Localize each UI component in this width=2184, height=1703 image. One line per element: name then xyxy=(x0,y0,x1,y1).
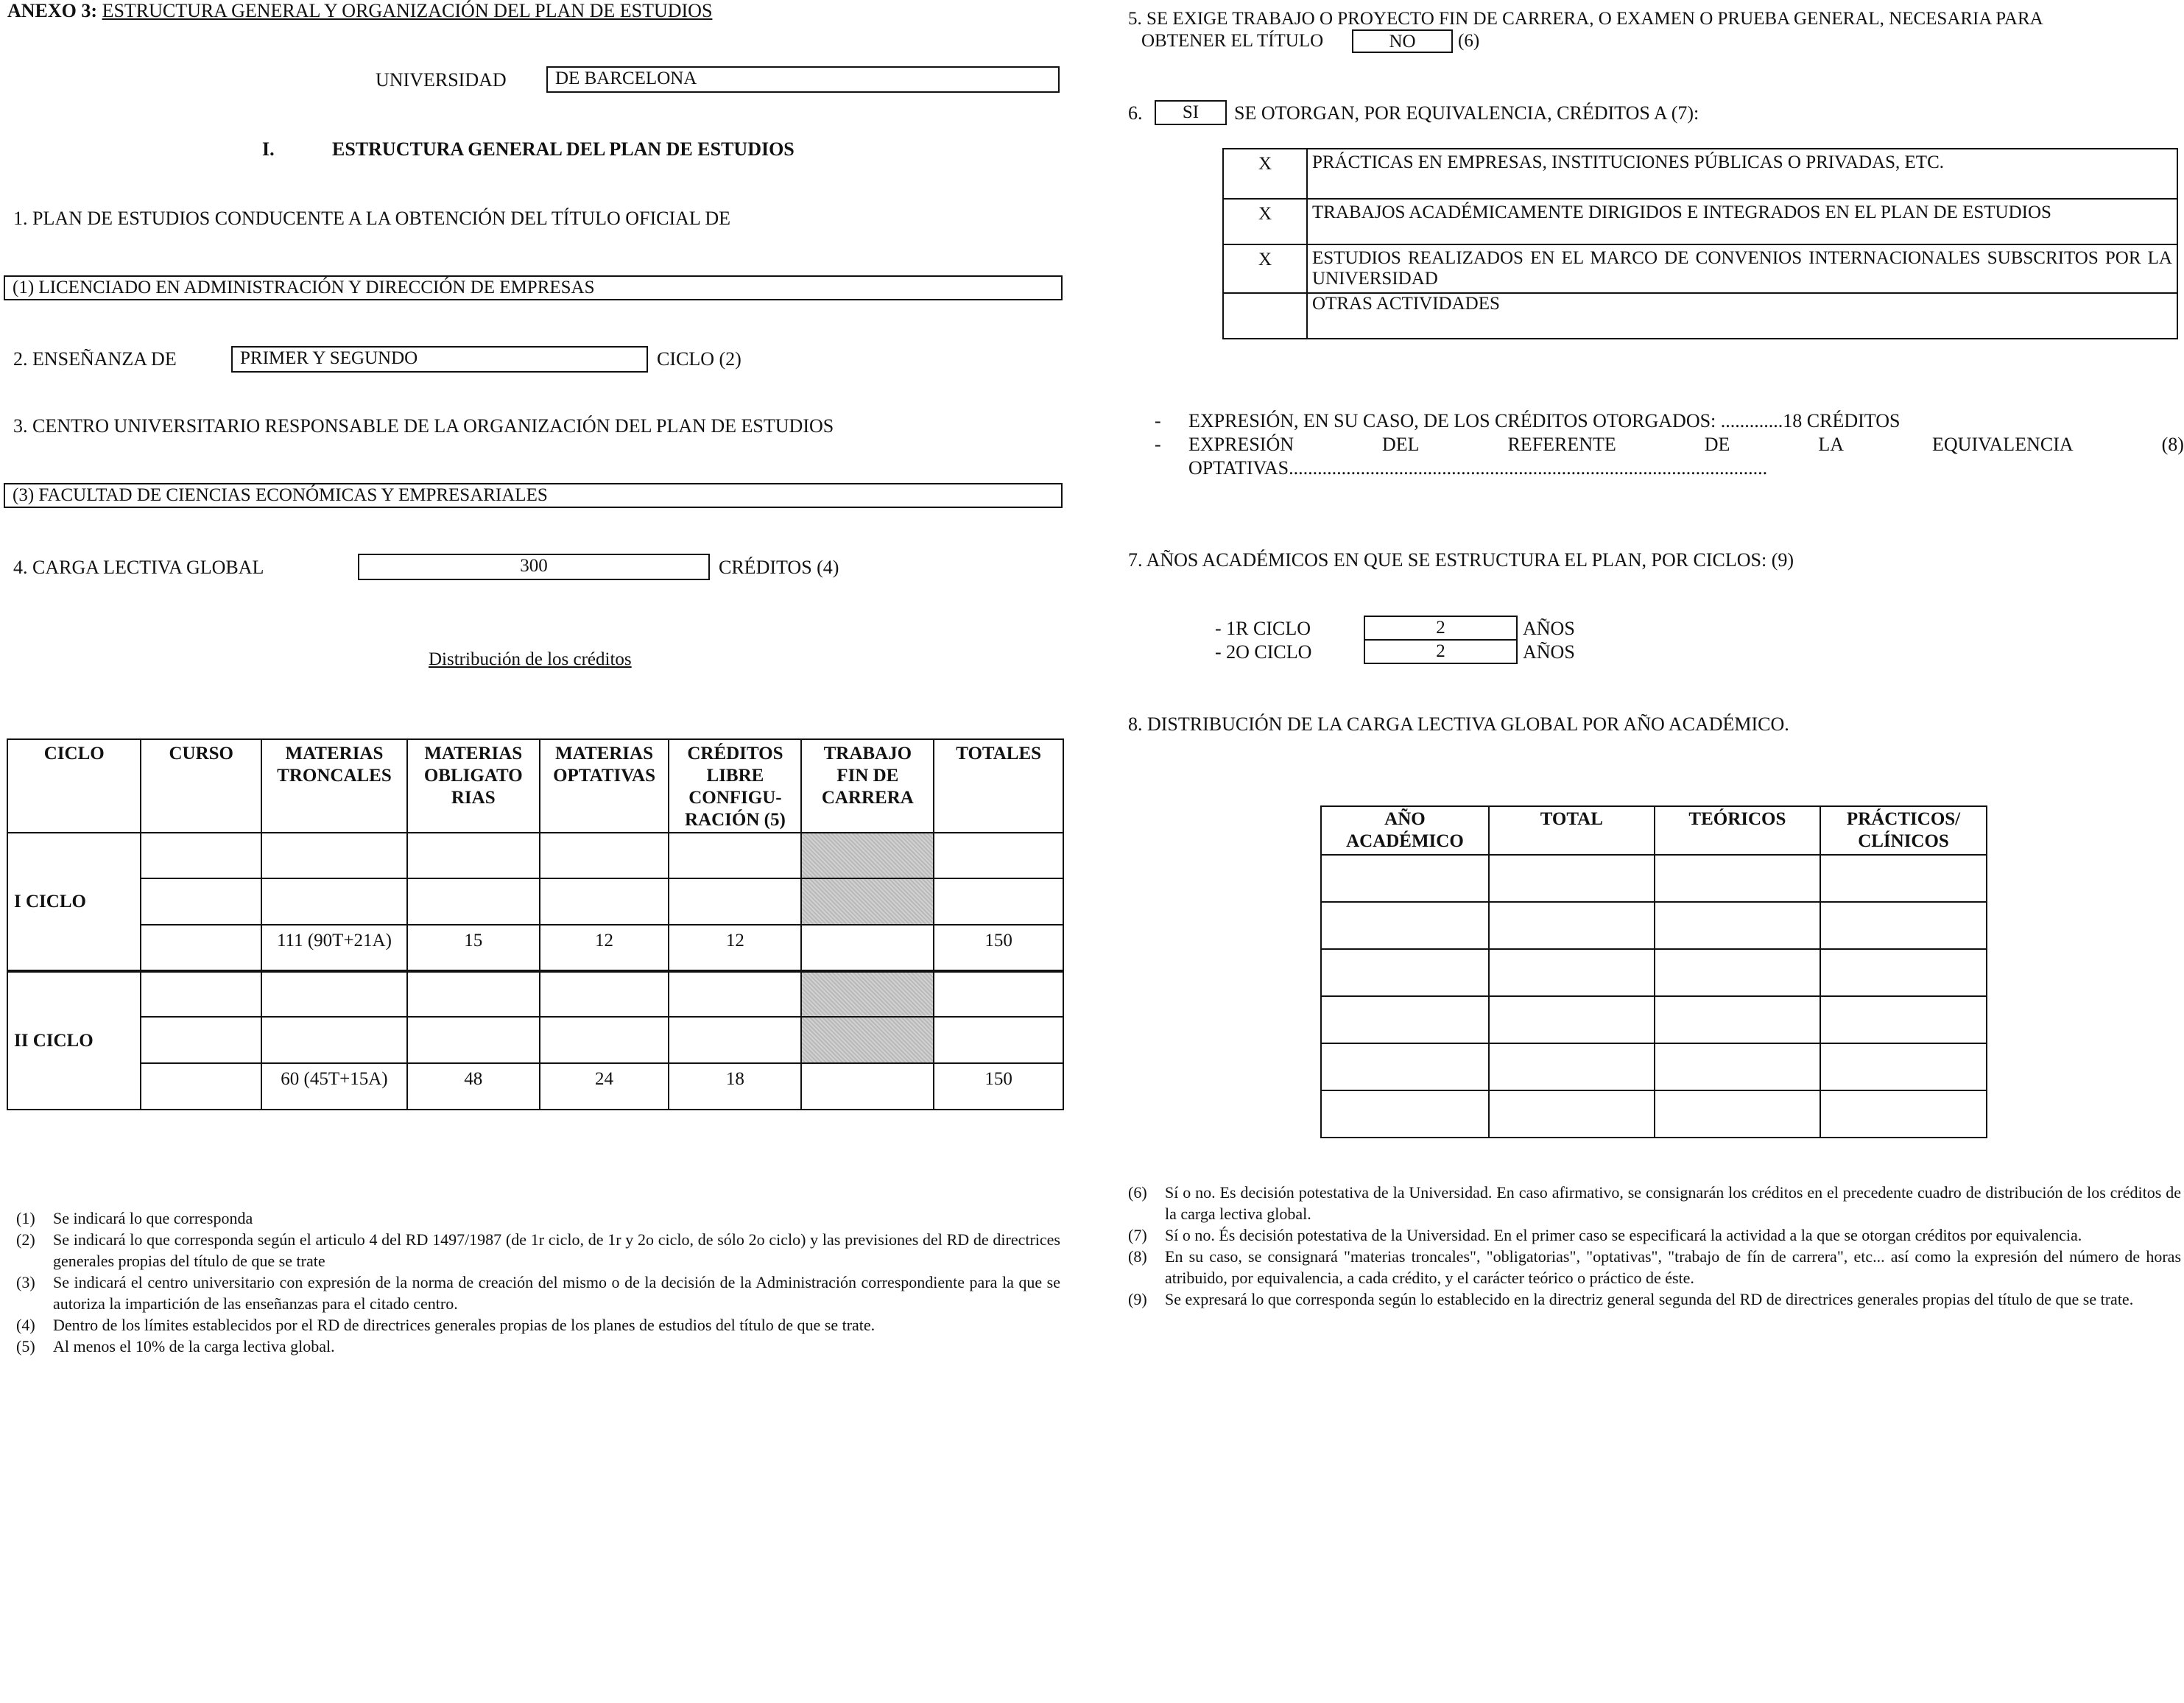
check-mark: X xyxy=(1223,149,1307,199)
table-cell xyxy=(1820,949,1987,996)
footnote xyxy=(1128,1246,2181,1288)
table-cell xyxy=(407,833,540,878)
table-row xyxy=(1321,996,1987,1043)
table-cell xyxy=(1321,996,1489,1043)
shaded-cell xyxy=(801,878,934,925)
item-6-number: 6. xyxy=(1128,102,1143,124)
table-row xyxy=(1223,244,2177,293)
universidad-label: UNIVERSIDAD xyxy=(376,69,507,91)
item-3-text: 3. CENTRO UNIVERSITARIO RESPONSABLE DE LA ORGANIZACIÓN DEL PLAN DE ESTUDIOS xyxy=(13,415,834,437)
table-cell xyxy=(1321,1043,1489,1090)
table-cell xyxy=(1820,996,1987,1043)
expresion-word: REFERENTE xyxy=(1507,434,1616,455)
table-cell xyxy=(1321,949,1489,996)
table-cell xyxy=(141,971,261,1017)
ciclo-label: - 2O CICLO xyxy=(1215,641,1312,663)
libre-cell: 12 xyxy=(669,925,801,971)
table-cell xyxy=(540,971,669,1017)
footnote-number: (7) xyxy=(1128,1226,1147,1244)
table-cell xyxy=(141,925,261,971)
col-header: CURSO xyxy=(141,739,261,833)
anos-field: 2 xyxy=(1364,639,1518,664)
footnote-number: (3) xyxy=(16,1273,35,1291)
activity-label: PRÁCTICAS EN EMPRESAS, INSTITUCIONES PÚBLICAS O PRIVADAS, ETC. xyxy=(1307,149,2177,199)
table-cell xyxy=(669,1017,801,1063)
check-mark: X xyxy=(1223,199,1307,244)
expresion-word: EXPRESIÓN xyxy=(1188,434,1294,455)
table-cell xyxy=(1489,1090,1655,1138)
item-8-text: 8. DISTRIBUCIÓN DE LA CARGA LECTIVA GLOBAL POR AÑO ACADÉMICO. xyxy=(1128,713,1789,735)
optativas-cell: 24 xyxy=(540,1063,669,1110)
annex-title: ESTRUCTURA GENERAL Y ORGANIZACIÓN DEL PLAN DE ESTUDIOS xyxy=(102,0,713,21)
footnote-text: Se indicará lo que corresponda según el articulo 4 del RD 1497/1987 (de 1r ciclo, de 1r y 2o ciclo, de sólo 2o ciclo) y las previsiones del RD de directrices generales propias del título de que se trate xyxy=(53,1230,1060,1270)
expresion-word: (8) xyxy=(2161,434,2184,455)
table-cell xyxy=(261,878,407,925)
table-cell xyxy=(1321,902,1489,949)
table-cell xyxy=(141,1017,261,1063)
table-cell xyxy=(1820,902,1987,949)
table-cell xyxy=(261,833,407,878)
table-cell xyxy=(1321,855,1489,902)
table-cell xyxy=(540,878,669,925)
footnote xyxy=(16,1336,1060,1357)
table-cell xyxy=(1489,855,1655,902)
obligatorias-cell: 48 xyxy=(407,1063,540,1110)
footnotes-left xyxy=(16,1207,1060,1357)
table-cell xyxy=(1655,996,1820,1043)
table-cell xyxy=(261,971,407,1017)
expresion-word: EQUIVALENCIA xyxy=(1932,434,2074,455)
expresion-referente xyxy=(1188,434,2184,456)
check-mark: X xyxy=(1223,244,1307,293)
totales-cell: 150 xyxy=(934,925,1063,971)
table-cell xyxy=(1655,902,1820,949)
optativas-cell: 12 xyxy=(540,925,669,971)
table-cell xyxy=(934,971,1063,1017)
annex-label: ANEXO 3: xyxy=(7,0,98,21)
anos-field: 2 xyxy=(1364,616,1518,641)
activity-label: ESTUDIOS REALIZADOS EN EL MARCO DE CONVENIOS INTERNACIONALES SUBSCRITOS POR LA UNIVERSIDAD xyxy=(1307,244,2177,293)
table-cell xyxy=(1489,902,1655,949)
footnote-text: Dentro de los límites establecidos por el RD de directrices generales propias de los planes de estudios del título de que se trate. xyxy=(53,1316,876,1334)
year-distribution-table xyxy=(1320,805,1987,1138)
table-header-row xyxy=(7,739,1063,833)
table-cell xyxy=(1489,1043,1655,1090)
col-header: MATERIAS TRONCALES xyxy=(261,739,407,833)
table-cell xyxy=(1820,855,1987,902)
table-cell xyxy=(407,1017,540,1063)
footnote-text: Se indicará el centro universitario con expresión de la norma de creación del mismo o de la decisión de la Administración correspondiente para la que se autoriza la impartición de las enseñanzas para el citado centro. xyxy=(53,1273,1060,1313)
table-row xyxy=(1223,149,2177,199)
col-header: TOTAL xyxy=(1489,806,1655,855)
check-mark xyxy=(1223,293,1307,339)
col-header: TOTALES xyxy=(934,739,1063,833)
table-cell xyxy=(1655,949,1820,996)
troncales-cell: 60 (45T+15A) xyxy=(261,1063,407,1110)
distribucion-title: Distribución de los créditos xyxy=(429,649,632,669)
table-row xyxy=(1321,949,1987,996)
anos-unit: AÑOS xyxy=(1523,641,1575,663)
ensenanza-field: PRIMER Y SEGUNDO xyxy=(231,346,648,373)
table-header-row xyxy=(1321,806,1987,855)
activity-label: OTRAS ACTIVIDADES xyxy=(1307,293,2177,339)
table-cell xyxy=(141,833,261,878)
table-cell xyxy=(261,1017,407,1063)
table-cell xyxy=(669,833,801,878)
table-row xyxy=(1223,199,2177,244)
item-4-suffix: CRÉDITOS (4) xyxy=(719,557,839,578)
table-row xyxy=(1321,855,1987,902)
carga-field: 300 xyxy=(358,554,710,580)
col-header: MATERIAS OBLIGATO RIAS xyxy=(407,739,540,833)
col-header: MATERIAS OPTATIVAS xyxy=(540,739,669,833)
table-cell xyxy=(1655,855,1820,902)
footnote-number: (2) xyxy=(16,1230,35,1249)
footnote-text: Al menos el 10% de la carga lectiva global. xyxy=(53,1337,335,1355)
shaded-cell xyxy=(801,1017,934,1063)
footnote xyxy=(1128,1288,2181,1310)
table-row xyxy=(7,878,1063,925)
table-row xyxy=(7,925,1063,971)
table-cell xyxy=(141,878,261,925)
footnote-number: (5) xyxy=(16,1337,35,1355)
table-cell xyxy=(1489,949,1655,996)
item-5-line2: OBTENER EL TÍTULO xyxy=(1141,31,1324,51)
titulo-field: (1) LICENCIADO EN ADMINISTRACIÓN Y DIRECCIÓN DE EMPRESAS xyxy=(4,275,1063,300)
expresion-optativas: OPTATIVAS.................................................................................................... xyxy=(1188,457,1768,479)
footnote-number: (8) xyxy=(1128,1247,1147,1266)
table-cell xyxy=(141,1063,261,1110)
footnote-number: (6) xyxy=(1128,1183,1147,1202)
expresion-word: DEL xyxy=(1381,434,1420,455)
table-row xyxy=(1223,293,2177,339)
obligatorias-cell: 15 xyxy=(407,925,540,971)
equivalence-table xyxy=(1222,148,2178,339)
section-number: I. xyxy=(262,138,275,160)
item-1-text: 1. PLAN DE ESTUDIOS CONDUCENTE A LA OBTENCIÓN DEL TÍTULO OFICIAL DE xyxy=(13,208,730,229)
table-cell xyxy=(1820,1043,1987,1090)
table-row xyxy=(7,833,1063,878)
footnotes-right xyxy=(1128,1182,2181,1310)
dash: - xyxy=(1155,410,1161,431)
footnote-text: Se indicará lo que corresponda xyxy=(53,1209,253,1227)
table-cell xyxy=(407,971,540,1017)
table-cell xyxy=(669,971,801,1017)
footnote xyxy=(16,1229,1060,1272)
col-header: PRÁCTICOS/ CLÍNICOS xyxy=(1820,806,1987,855)
table-row xyxy=(1321,1090,1987,1138)
table-cell xyxy=(1820,1090,1987,1138)
table-cell xyxy=(801,925,934,971)
equivalencia-field: SI xyxy=(1155,100,1227,125)
item-7-text: 7. AÑOS ACADÉMICOS EN QUE SE ESTRUCTURA EL PLAN, POR CICLOS: (9) xyxy=(1128,549,1794,571)
credits-distribution-table xyxy=(7,738,1064,1110)
universidad-field: DE BARCELONA xyxy=(546,66,1060,93)
activity-label: TRABAJOS ACADÉMICAMENTE DIRIGIDOS E INTEGRADOS EN EL PLAN DE ESTUDIOS xyxy=(1307,199,2177,244)
item-2-label: 2. ENSEÑANZA DE xyxy=(13,348,177,370)
trabajo-fin-field: NO xyxy=(1352,29,1453,53)
dash: - xyxy=(1155,434,1161,455)
col-header: AÑO ACADÉMICO xyxy=(1321,806,1489,855)
item-5-text: 5. SE EXIGE TRABAJO O PROYECTO FIN DE CARRERA, O EXAMEN O PRUEBA GENERAL, NECESARIA PARA xyxy=(1128,9,2043,29)
shaded-cell xyxy=(801,833,934,878)
footnote xyxy=(16,1314,1060,1336)
footnote xyxy=(1128,1224,2181,1246)
table-cell xyxy=(1321,1090,1489,1138)
annex-heading xyxy=(7,0,712,22)
table-row xyxy=(7,1063,1063,1110)
anos-unit: AÑOS xyxy=(1523,618,1575,639)
footnote-number: (9) xyxy=(1128,1290,1147,1308)
item-5-suffix: (6) xyxy=(1458,31,1480,51)
col-header: TEÓRICOS xyxy=(1655,806,1820,855)
col-header: CICLO xyxy=(7,739,141,833)
table-cell xyxy=(1489,996,1655,1043)
expresion-word: DE xyxy=(1704,434,1730,455)
table-row xyxy=(1321,902,1987,949)
section-title: ESTRUCTURA GENERAL DEL PLAN DE ESTUDIOS xyxy=(332,138,795,160)
table-cell xyxy=(1655,1090,1820,1138)
item-2-suffix: CICLO (2) xyxy=(657,348,741,370)
expresion-creditos: EXPRESIÓN, EN SU CASO, DE LOS CRÉDITOS OTORGADOS: .............18 CRÉDITOS xyxy=(1188,410,1901,431)
footnote-text: Sí o no. És decisión potestativa de la Universidad. En el primer caso se especificará la actividad a la que se otorgan créditos por equivalencia. xyxy=(1165,1226,2082,1244)
ciclo-1-label: I CICLO xyxy=(7,833,141,971)
libre-cell: 18 xyxy=(669,1063,801,1110)
table-cell xyxy=(934,878,1063,925)
shaded-cell xyxy=(801,971,934,1017)
table-cell xyxy=(669,878,801,925)
footnote-text: Se expresará lo que corresponda según lo establecido en la directriz general segunda del RD de directrices generales propias del título de que se trate. xyxy=(1165,1290,2134,1308)
col-header: TRABAJO FIN DE CARRERA xyxy=(801,739,934,833)
table-cell xyxy=(540,1017,669,1063)
col-header: CRÉDITOS LIBRE CONFIGU- RACIÓN (5) xyxy=(669,739,801,833)
ciclo-label: - 1R CICLO xyxy=(1215,618,1311,639)
footnote-number: (4) xyxy=(16,1316,35,1334)
ciclo-2-label: II CICLO xyxy=(7,971,141,1110)
table-row xyxy=(1321,1043,1987,1090)
footnote-text: En su caso, se consignará "materias troncales", "obligatorias", "optativas", "trabajo de fín de carrera", etc... así como la expresión del número de horas atribuido, por equivalencia, a cada crédito, y el carácter teórico o práctico de éste. xyxy=(1165,1247,2181,1287)
footnote-text: Sí o no. Es decisión potestativa de la Universidad. En caso afirmativo, se consignarán los créditos en el precedente cuadro de distribución de los créditos de la carga lectiva global. xyxy=(1165,1183,2181,1223)
footnote xyxy=(16,1207,1060,1229)
footnote-number: (1) xyxy=(16,1209,35,1227)
table-cell xyxy=(801,1063,934,1110)
footnote xyxy=(1128,1182,2181,1224)
table-cell xyxy=(407,878,540,925)
expresion-word: LA xyxy=(1818,434,1845,455)
table-cell xyxy=(934,1017,1063,1063)
totales-cell: 150 xyxy=(934,1063,1063,1110)
centro-field: (3) FACULTAD DE CIENCIAS ECONÓMICAS Y EMPRESARIALES xyxy=(4,483,1063,508)
table-row xyxy=(7,971,1063,1017)
table-cell xyxy=(934,833,1063,878)
troncales-cell: 111 (90T+21A) xyxy=(261,925,407,971)
table-cell xyxy=(540,833,669,878)
item-4-label: 4. CARGA LECTIVA GLOBAL xyxy=(13,557,264,578)
item-6-text: SE OTORGAN, POR EQUIVALENCIA, CRÉDITOS A (7): xyxy=(1234,102,1699,124)
table-cell xyxy=(1655,1043,1820,1090)
footnote xyxy=(16,1272,1060,1314)
table-row xyxy=(7,1017,1063,1063)
